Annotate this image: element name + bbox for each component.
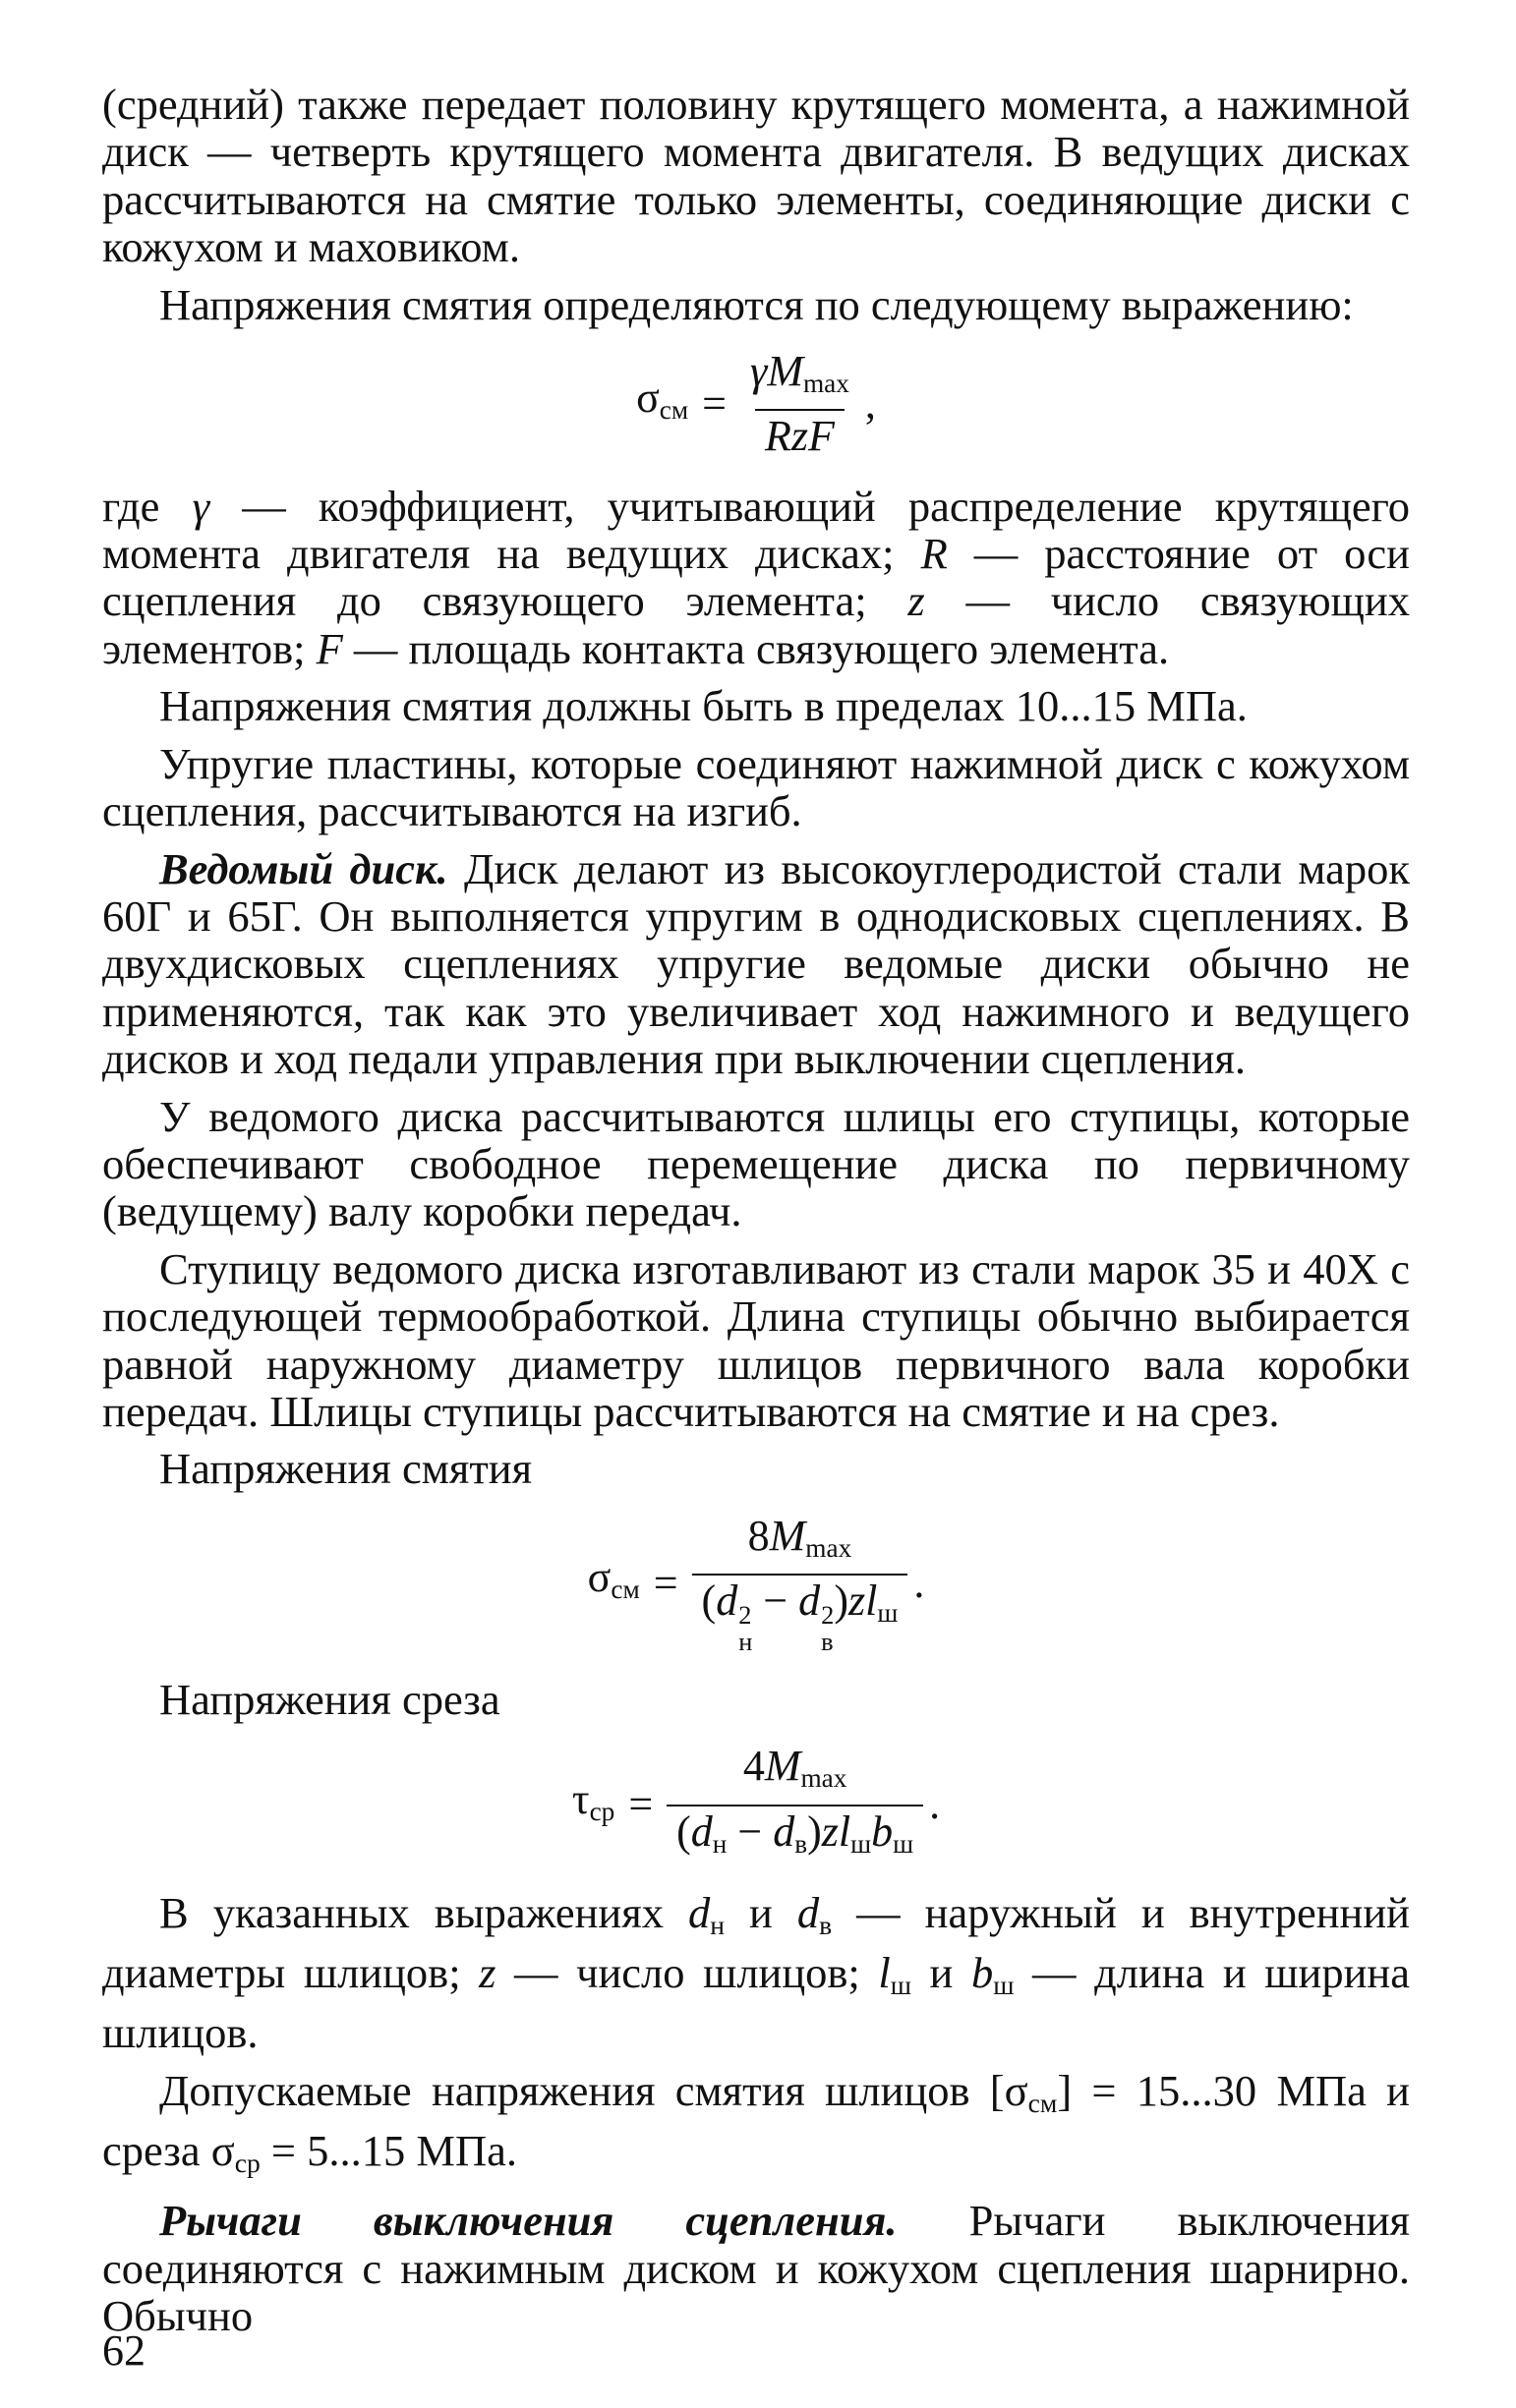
formula-lhs: $\sigma_{см}$ [587, 1552, 640, 1604]
page-content [102, 81, 1410, 2350]
label-crush-stress: Напряжения смятия [159, 1444, 533, 1494]
fraction [692, 1513, 908, 1654]
paragraph-10: Допускаемые напряжения смятия шлицов $[\sigma_{см}] = 15...30$ МПа и среза $\sigma_{ср} = 5...15$ МПа. [102, 2065, 1410, 2179]
numerator: $\gamma M_{max}$ [749, 347, 849, 398]
paragraph-5: Упругие пластины, которые соединяют нажимной диск с кожухом сцепления, рассчитываются на изгиб. [102, 738, 1410, 836]
formula-punctuation: . [929, 1780, 941, 1829]
numerator: $4M_{max}$ [742, 1742, 847, 1794]
denominator: (d 2 н − d 2 в )$zl_ш$ [692, 1574, 908, 1654]
formula-lhs: $\sigma_{см}$ [636, 373, 689, 426]
equals-sign: = [702, 379, 727, 429]
label-shear-stress: Напряжения среза [159, 1675, 500, 1725]
paragraph-7: У ведомого диска рассчитываются шлицы его ступицы, которые обеспечивают свободное перемещение диска по первичному (ведущему) валу коробки передач. [102, 1091, 1410, 1236]
formula-lhs: $\tau_{ср}$ [571, 1774, 615, 1826]
paragraph-9: В указанных выражениях $d_н$ и $d_в$ — наружный и внутренний диаметры шлицов; z — число шлицов; $l_ш$ и $b_ш$ — длина и ширина шлицов. [102, 1887, 1410, 2058]
formula-crush-stress-splines [102, 1513, 1410, 1654]
paragraph-8: Ступицу ведомого диска изготавливают из стали марок 35 и 40Х с последующей термообработкой. Длина ступицы обычно выбирается равной наружному диаметру шлицов первичного вала коробки передач. Шлицы ступицы рассчитываются на смятие и на срез. [102, 1243, 1410, 1436]
paragraph-4: Напряжения смятия должны быть в пределах 10...15 МПа. [159, 681, 1248, 731]
paragraph-2: Напряжения смятия определяются по следующему выражению: [159, 279, 1354, 329]
paragraph-3: где γ — коэффициент, учитывающий распределение крутящего момента двигателя на ведущих дисках; R — расстояние от оси сцепления до связующего элемента; z — число связующих элементов; F — площадь контакта связующего элемента. [102, 481, 1410, 673]
paragraph-11: Рычаги выключения сцепления. Рычаги выключения соединяются с нажимным диском и кожухом сцепления шарнирно. Обычно [102, 2196, 1410, 2341]
page-number: 62 [102, 2326, 146, 2375]
fraction [740, 348, 859, 461]
paragraph-1: (средний) также передает половину крутящего момента, а нажимной диск — четверть крутящего момента двигателя. В ведущих дисках рассчитываются на смятие только элементы, соединяющие диски с кожухом и маховиком. [102, 80, 1410, 272]
formula-crush-stress-drive [102, 348, 1410, 461]
denominator: $(d_н - d_в)zl_шb_ш$ [667, 1805, 923, 1867]
equals-sign: = [653, 1558, 678, 1607]
equals-sign: = [628, 1780, 654, 1829]
fraction [667, 1743, 923, 1866]
denominator: RzF [755, 409, 845, 460]
paragraph-6: Ведомый диск. Диск делают из высокоуглеродистой стали марок 60Г и 65Г. Он выполняется упругим в однодисковых сцеплениях. В двухдисковых сцеплениях упругие ведомые диски обычно не применяются, так как это увеличивает ход нажимного и ведущего дисков и ход педали управления при выключении сцепления. [102, 843, 1410, 1084]
formula-punctuation: , [864, 379, 876, 429]
section-heading-driven-disc: Ведомый диск. [159, 843, 448, 893]
numerator: $8M_{max}$ [747, 1511, 852, 1563]
section-heading-release-levers: Рычаги выключения сцепления. [159, 2196, 898, 2246]
formula-punctuation: . [913, 1558, 925, 1607]
formula-shear-stress-splines [102, 1743, 1410, 1866]
